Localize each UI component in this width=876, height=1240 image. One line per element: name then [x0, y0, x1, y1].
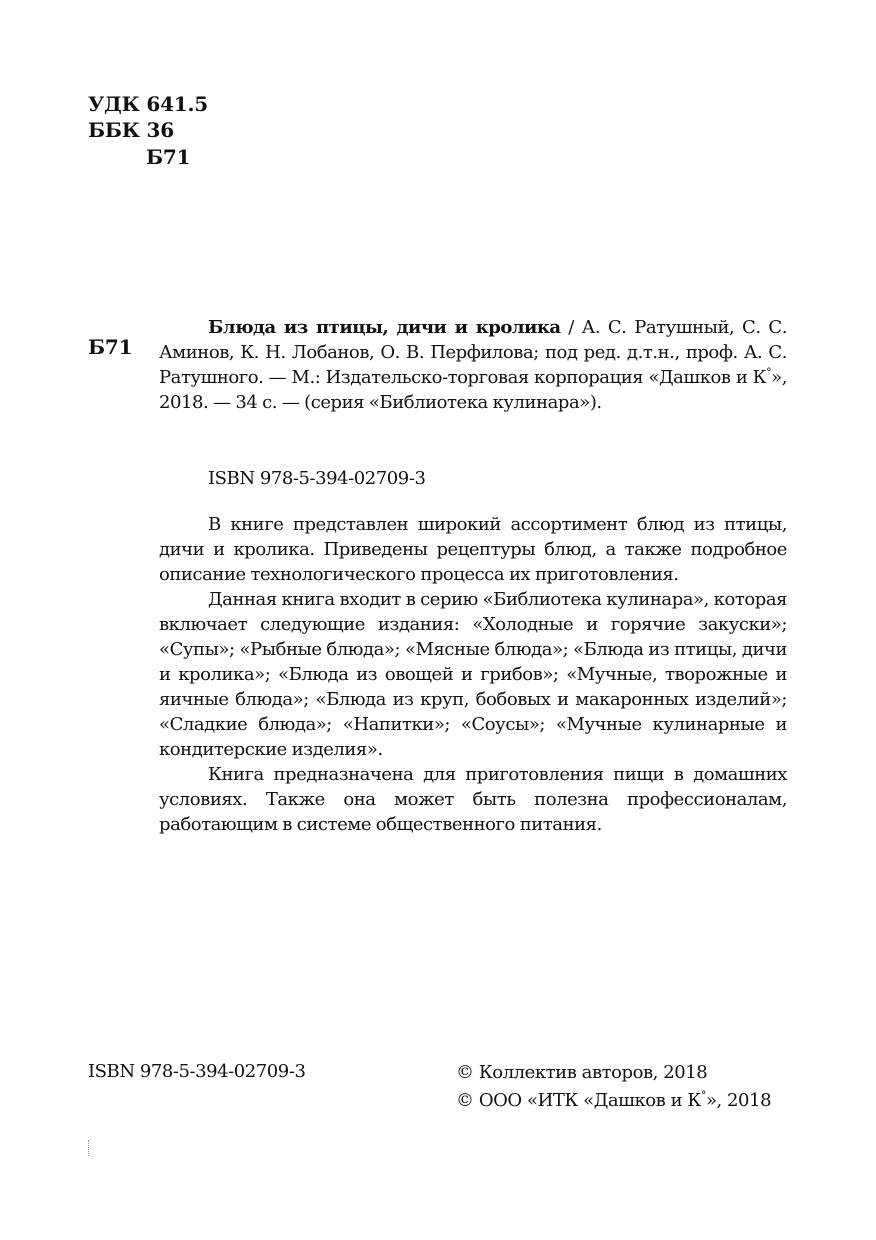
record-text-part2: », 2018. — 34 с. — (серия «Библиотека кулинара»). — [159, 367, 787, 413]
annotation-paragraph: Книга предназначена для приготовления пищи в домашних условиях. Также она может быть полезна профессионалам, работающим в системе общественного питания. — [159, 764, 787, 835]
annotation-paragraph: В книге представлен широкий ассортимент блюд из птицы, дичи и кролика. Приведены рецептуры блюд, а также подробное описание технологического процесса их приготовления. — [159, 514, 787, 585]
footer-isbn: ISBN 978-5-394-02709-3 — [88, 1061, 306, 1082]
annotation-paragraph: Данная книга входит в серию «Библиотека кулинара», которая включает следующие издания: «Холодные и горячие закуски»; «Супы»; «Рыбные блюда»; «Мясные блюда»; «Блюда из птицы, дичи и кролика»; «Блюда из овощей и грибов»; «Мучные, творожные и яичные блюда»; «Блюда из круп, бобовых и макаронных изделий»; «Сладкие блюда»; «Напитки»; «Соусы»; «Мучные кулинарные и кондитерские изделия». — [159, 589, 787, 760]
record-text-part1: / А. С. Ратушный, С. С. Аминов, К. Н. Лобанов, О. В. Перфилова; под ред. д.т.н., проф. А. С. Ратушного. — М.: Издательско-торговая корпорация «Дашков и К — [159, 317, 787, 388]
annotation — [159, 512, 787, 837]
record-superscript: ° — [766, 366, 772, 379]
copyright-block — [456, 1059, 771, 1115]
copyright-publisher-part2: », 2018 — [705, 1090, 772, 1111]
book-title: Блюда из птицы, дичи и кролика — [208, 317, 561, 338]
isbn-main: ISBN 978-5-394-02709-3 — [208, 468, 426, 489]
copyright-publisher-part1: © ООО «ИТК «Дашков и К — [456, 1090, 701, 1111]
copyright-publisher — [456, 1087, 771, 1115]
copyright-publisher-sup: ° — [700, 1089, 706, 1102]
margin-mark — [88, 1140, 91, 1156]
copyright-authors: © Коллектив авторов, 2018 — [456, 1062, 708, 1083]
udk-code: УДК 641.5 — [88, 92, 208, 116]
bbk-code: ББК 36 — [88, 118, 174, 142]
bibliographic-record — [159, 315, 787, 415]
author-mark-side: Б71 — [88, 335, 133, 359]
author-mark-top: Б71 — [146, 145, 191, 169]
